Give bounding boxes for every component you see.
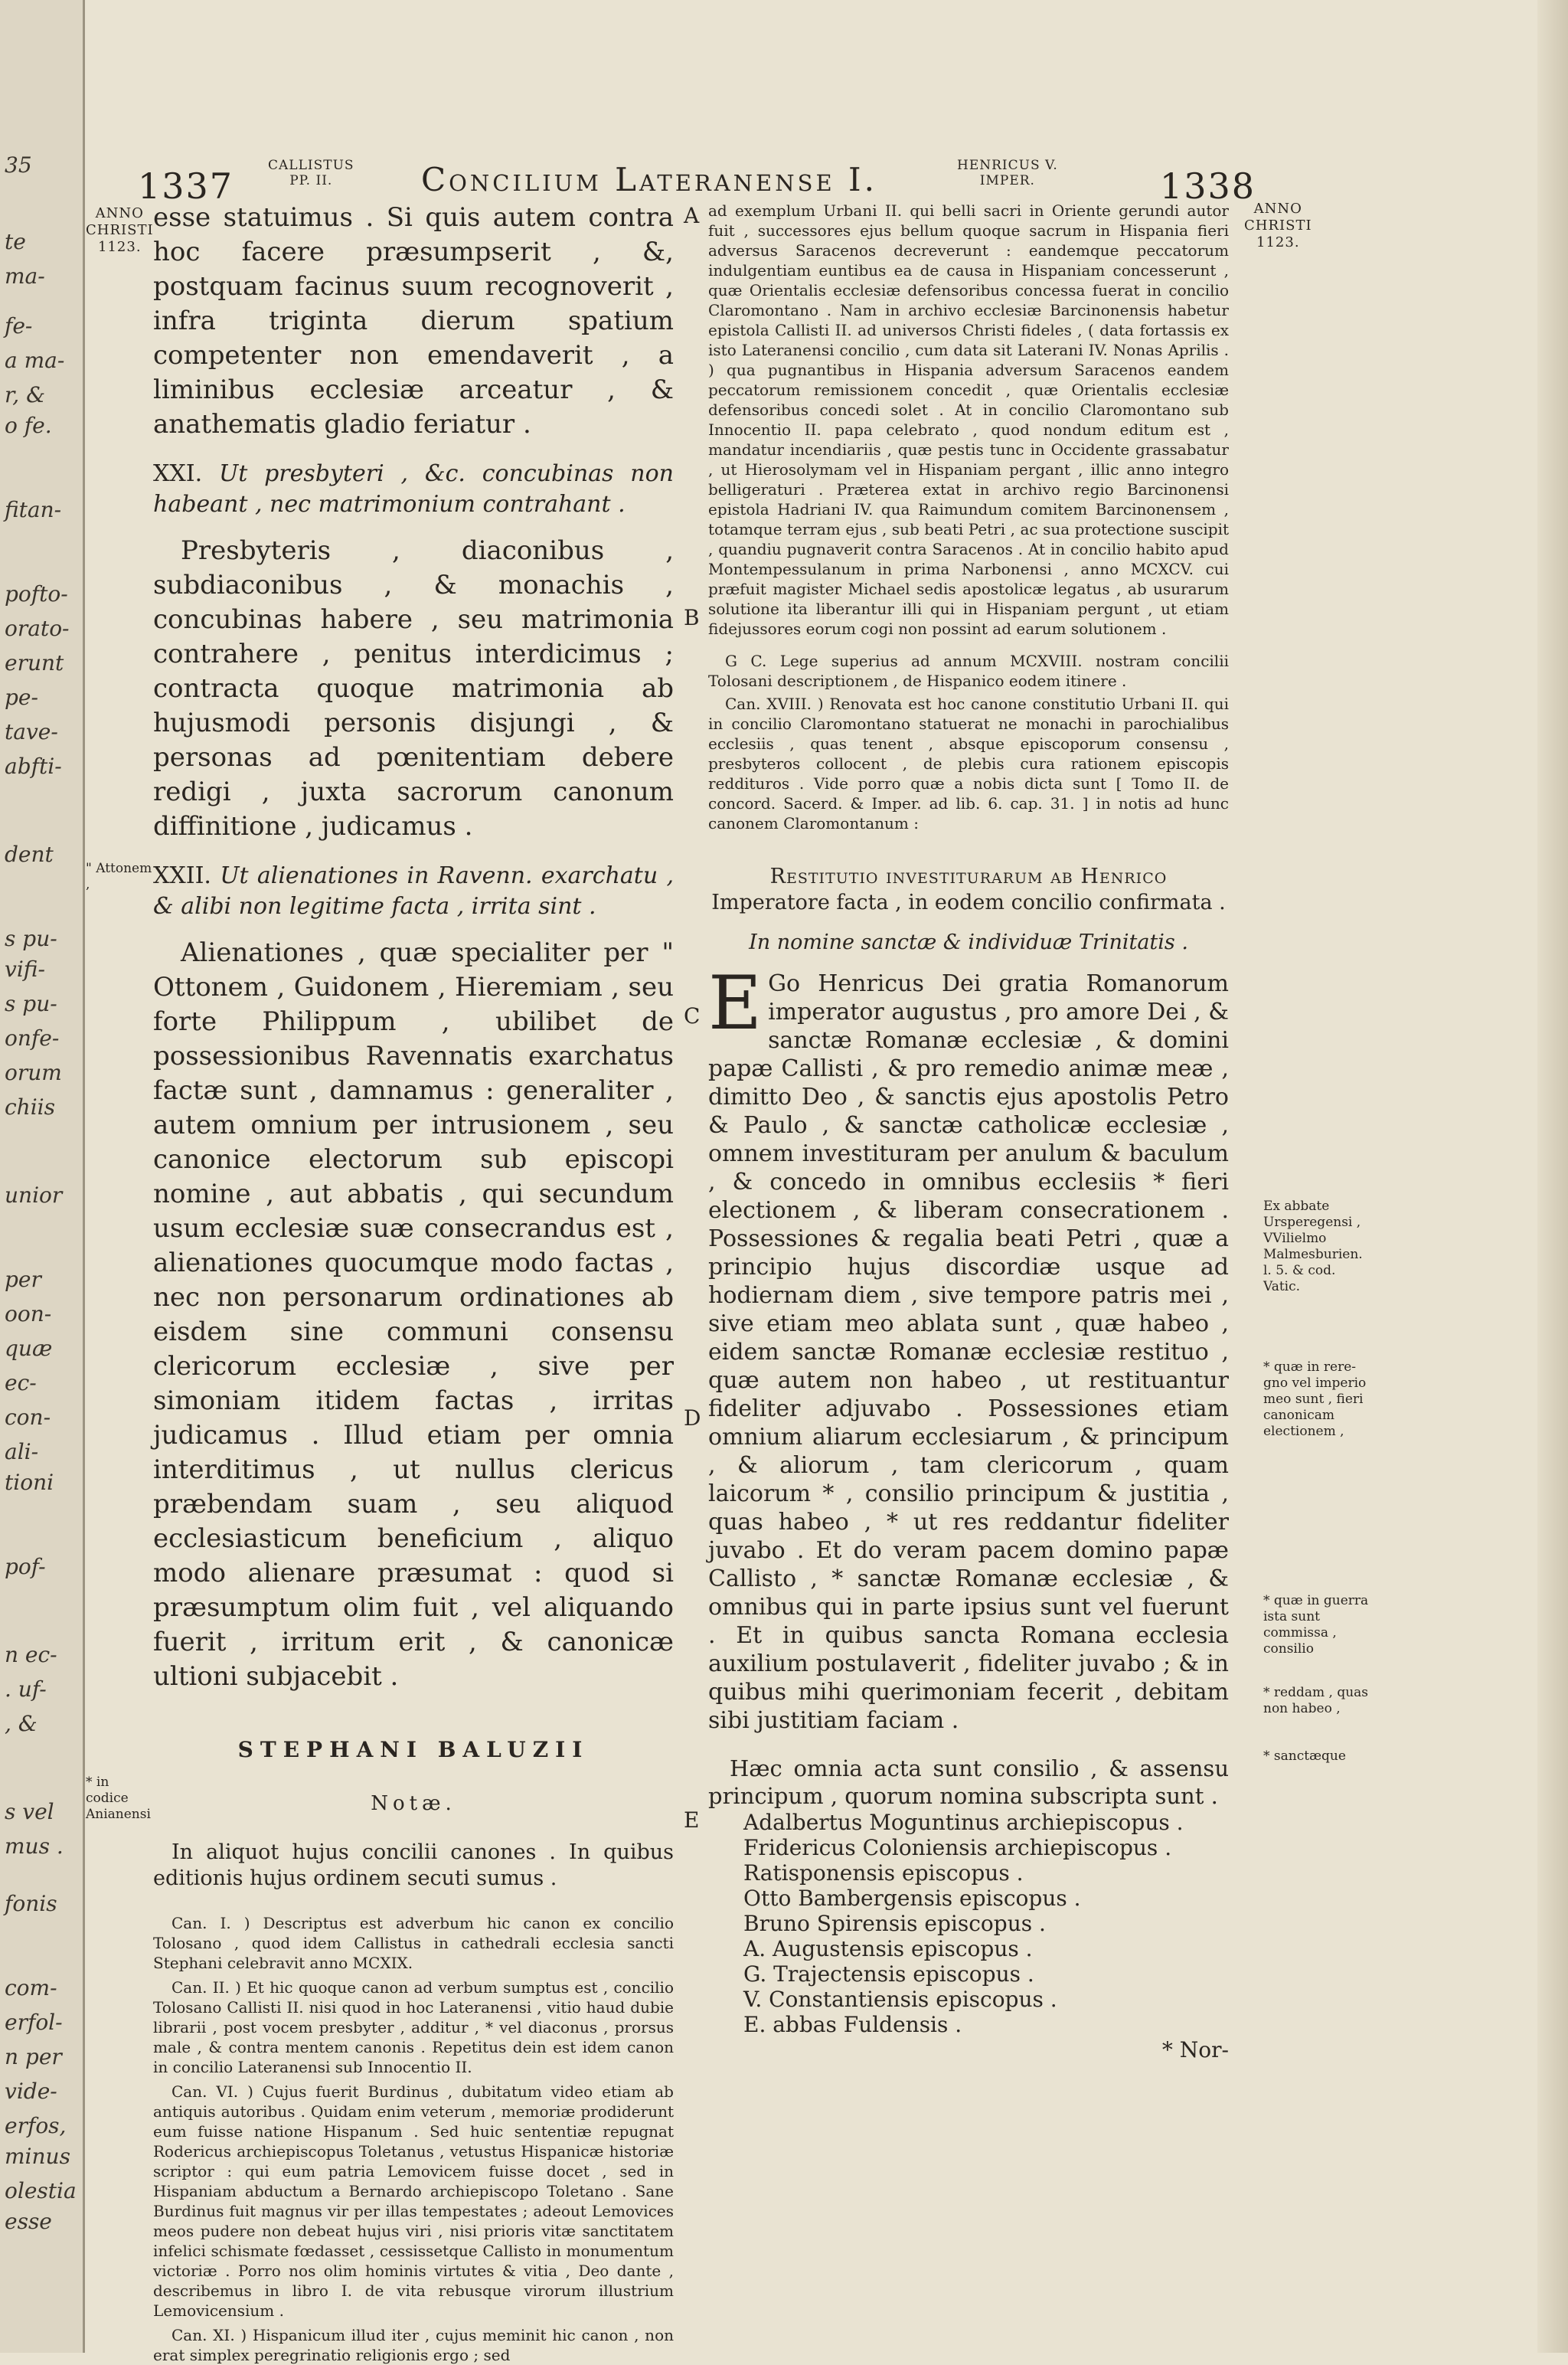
previous-page-fragment: dent [5,842,54,867]
previous-page-fragment: n ec- [5,1642,57,1667]
previous-page-fragment: erunt [5,650,64,675]
page-title: Concilium Lateranense I. [421,161,877,198]
previous-page-fragment: fe- [5,313,33,339]
year-note-left: ANNO CHRISTI 1123. [86,205,154,255]
previous-page-fragment: ec- [5,1370,37,1395]
section-letter-b: B [684,605,700,630]
restitutio-text [708,960,1229,1735]
previous-page-fragment: 35 [5,152,32,178]
previous-page-fragment: fitan- [5,497,62,522]
page-edge-right [1537,0,1568,2353]
canon-22-heading [153,861,674,922]
restitutio-heading-line1: Restitutio investiturarum ab Henrico [769,865,1168,888]
previous-page-fragment: olestia [5,2178,77,2203]
previous-page-fragment: s pu- [5,926,57,951]
section-letter-c: C [684,1003,701,1029]
drop-cap: E [708,960,763,1046]
signatory-line: Adalbertus Moguntinus archiepiscopus . [743,1810,1184,1835]
notes-heading: Notæ. [371,1792,456,1815]
previous-page-fragment: tioni [5,1470,54,1495]
previous-page-fragment: fonis [5,1891,57,1916]
signatory-line: E. abbas Fuldensis . [743,2012,962,2037]
previous-page-fragment: orato- [5,616,70,641]
invocation: In nomine sanctæ & individuæ Trinitatis . [749,931,1188,954]
header-pope: CALLISTUS PP. II. [268,158,354,188]
note-canon-6: Can. VI. ) Cujus fuerit Burdinus , dubitatum video etiam ab antiquis autoribus . Quidam enim veterum , memoriæ prodiderunt eum fuisse natione Hispanum . Sed huic sententiæ repugnat Rodericus archiepiscopus Toletanus , vetustus Hispanicæ historiæ scriptor : qui eum patria Lemovicem fuisse docet , sed in Hispaniam abductum a Bernardo archiepiscopo Toletano . Sane Burdinus fuit magnus vir per illas tempestates ; adeout Lemovices meos pudere non debeat hujus viri , nisi prioris vitæ sanctitatem infelici schismate fœdasset , cessissetque Callisto in monumentum victoriæ . Porro nos olim hominis virtutes & vitia , Deo dante , describemus in libro I. de vita rebusque virorum illustrium Lemovicensium . [153,2082,674,2320]
previous-page-fragment: orum [5,1060,62,1085]
previous-page-fragment: , & [5,1711,38,1736]
previous-page-fragment: vifi- [5,957,45,982]
previous-page-fragment: s pu- [5,991,57,1016]
signatory-line: Otto Bambergensis episcopus . [743,1886,1081,1911]
previous-page-fragment: quæ [5,1336,53,1361]
note-gc: G C. Lege superius ad annum MCXVIII. nostram concilii Tolosani descriptionem , de Hispanico eodem itinere . [708,652,1229,690]
signatory-line: Bruno Spirensis episcopus . [743,1911,1046,1936]
previous-page-fragment: ali- [5,1439,39,1464]
left-column [153,201,674,2365]
notes-author-heading: STEPHANI BALUZII [237,1737,590,1762]
previous-page-fragment: oon- [5,1301,52,1326]
previous-page-fragment: ma- [5,263,45,289]
previous-page-fragment: pof- [5,1554,46,1579]
previous-page-fragment: a ma- [5,348,65,373]
catchword: * Nor- [1161,2037,1229,2062]
canon-21-title: Ut presbyteri , &c. concubinas non habeant , nec matrimonium contrahant . [153,460,674,518]
previous-page-fragment: pe- [5,685,38,710]
page-number-right: 1338 [1159,165,1256,207]
canon-21-text: Presbyteris , diaconibus , subdiaconibus , & monachis , concubinas habere , seu matrimonia contrahere , penitus interdicimus ; contracta quoque matrimonia ab hujusmodi personis disjungi , & personas ad pœnitentiam debere redigi , juxta sacrorum canonum diffinitione , judicamus . [153,535,674,842]
previous-page-fragment: esse [5,2209,52,2234]
restitutio-heading [708,864,1229,916]
previous-page-fragment: erfol- [5,2010,63,2035]
previous-page-fragment: pofto- [5,581,68,607]
year-note-right: ANNO CHRISTI 1123. [1244,201,1312,250]
header-emperor: HENRICUS V. IMPER. [957,158,1058,188]
previous-page-fragment: per [5,1267,41,1292]
note-canon-18: Can. XVIII. ) Renovata est hoc canone constitutio Urbani II. qui in concilio Claromontano statuerat ne monachi in parochialibus ecclesiis , quas tenent , absque episcoporum consensu , presbyteros collocent , de plebis cura rationem episcopis reddituros . Vide porro quæ a nobis dicta sunt [ Tomo II. de concord. Sacerd. & Imper. ad lib. 6. cap. 31. ] in notis ad hunc canonem Claromontanum : [708,695,1229,832]
margin-note-variant-4: * sanctæque [1263,1748,1346,1764]
previous-page-fragment: s vel [5,1799,54,1824]
previous-page-fragment: te [5,229,26,254]
previous-page-fragment: chiis [5,1094,55,1120]
note-continued: ad exemplum Urbani II. qui belli sacri in Oriente gerundi autor fuit , successores ejus bellum quoque sacrum in Hispania fieri adversus Saracenos decreverunt : eandemque peccatorum indulgentiam euntibus ea de causa in Hispaniam concesserunt , quæ Orientalis ecclesiæ defensoribus concessa fuerat in concilio Claromontano . Nam in archivo ecclesiæ Barcinonensis habetur epistola Callisti II. ad universos Christi fideles , ( data fortassis ex isto Lateranensi concilio , cum data sit Laterani IV. Nonas Aprilis . ) qua pugnantibus in Hispania adversum Saracenos eandem peccatorum remissionem concedit , quæ Orientalis ecclesiæ defensoribus concedi solet . At in concilio Claromontano sub Innocentio II. papa celebrato , quod nondum editum est , mandatur incendiariis , quæ pestis tunc in Occidente grassabatur , ut Hierosolymam vel in Hispaniam pergant , illic anno integro belligeraturi . Præterea extat in archivo regio Barcinonensi epistola Hadriani IV. qua Raimundum comitem Barcinonensem , totamque terram ejus , sub beati Petri , ac sua protectione suscipit , quandiu pugnaverit contra Saracenos . At in concilio habito apud Montempessulanum in prima Narbonensi , anno MCXCV. cui præfuit magister Michael sedis apostolicæ legatus , ab usurarum solutione ita liberantur illi qui in Hispaniam pergunt , ut etiam fidejussores eorum cogi non possint ad earum solutionem . [708,201,1229,638]
signatories-intro: Hæc omnia acta sunt consilio , & assensu principum , quorum nomina subscripta sunt . [708,1755,1229,1809]
previous-page-fragment: o fe. [5,413,52,438]
canon-21-heading [153,459,674,520]
previous-page-fragment: minus [5,2144,70,2169]
previous-page-fragment: n per [5,2044,62,2069]
note-canon-11: Can. XI. ) Hispanicum illud iter , cujus meminit hic canon , non erat simplex peregrinatio religionis ergo ; sed [153,2326,674,2364]
previous-page-fragment: mus . [5,1833,64,1859]
canon-22-title: Ut alienationes in Ravenn. exarchatu , & alibi non legitime facta , irrita sint . [153,862,674,920]
signatory-line: G. Trajectensis episcopus . [743,1961,1034,1987]
previous-page-fragment: r, & [5,382,46,407]
note-canon-2: Can. II. ) Et hic quoque canon ad verbum sumptus est , concilio Tolosano Callisti II. nisi quod in hoc Lateranensi , vitio haud dubie librarii , post vocem presbyter , additur , * vel diaconus , prorsus male , & contra mentem canonis . Repetitus dein est idem canon in concilio Lateranensi sub Innocentio II. [153,1978,674,2076]
previous-page-fragment: con- [5,1405,51,1430]
section-letter-a: A [684,203,700,228]
previous-page-fragment: com- [5,1975,57,2000]
canon-22-number: XXII. [153,862,211,889]
margin-note-attonem: " Attonem , [86,861,152,892]
previous-page-fragment: onfe- [5,1025,60,1051]
restitutio-body: Go Henricus Dei gratia Romanorum imperator augustus , pro amore Dei , & sanctæ Romanæ ecclesiæ , & domini papæ Callisti , & pro remedio animæ meæ , dimitto Deo , & sanctis ejus apostolis Petro & Paulo , & sanctæ catholicæ ecclesiæ , omnem investituram per anulum & baculum , & concedo in omnibus ecclesiis * fieri electionem , & liberam consecrationem . Possessiones & regalia beati Petri , quæ a principio hujus discordiæ usque ad hodiernam diem , sive tempore patris mei , sive etiam meo ablata sunt , quæ habeo , eidem sanctæ Romanæ ecclesiæ restituo , quæ autem non habeo , ut restituantur fideliter adjuvabo . Possessiones etiam omnium aliarum ecclesiarum , & principum , & aliorum , tam clericorum , quam laicorum * , consilio principum & justitia , quas habeo , * ut res reddantur fideliter juvabo . Et do veram pacem domino papæ Callisto , * sanctæ Romanæ ecclesiæ , & omnibus qui in parte ipsius sunt vel fuerunt . Et in quibus sancta Romana ecclesia auxilium postulaverit , fideliter juvabo ; & in quibus mihi querimoniam fecerit , debitam sibi justitiam faciam . [708,970,1229,1734]
note-canon-1: Can. I. ) Descriptus est adverbum hic canon ex concilio Tolosano , quod idem Callistus in cathedrali ecclesia sancti Stephani celebravit anno MCXIX. [153,1914,674,1972]
section-letter-d: D [684,1405,701,1431]
signatory-line: A. Augustensis episcopus . [743,1936,1033,1961]
previous-page-fragment: unior [5,1182,63,1208]
margin-note-variant-2: * quæ in guerra ista sunt commissa , consilio [1263,1593,1369,1657]
margin-note-codice: * in codice Anianensi [86,1775,151,1822]
signatory-line: V. Constantiensis episcopus . [743,1987,1057,2012]
page-number-left: 1337 [138,165,234,207]
margin-note-variant-1: * quæ in rere-gno vel imperio meo sunt , fieri canonicam electionem , [1263,1359,1367,1439]
previous-page-fragment: tave- [5,719,58,744]
canon-20-end: esse statuimus . Si quis autem contra hoc facere præsumpserit , &, postquam facinus suum recognoverit , infra triginta dierum spatium competenter non emendaverit , a liminibus ecclesiæ arceatur , & anathematis gladio feriatur . [153,202,674,440]
margin-note-source: Ex abbate Ursperegensi , VVilielmo Malmesburien. l. 5. & cod. Vatic. [1263,1199,1363,1294]
previous-page-edge [0,0,85,2353]
signatory-line: Ratisponensis episcopus . [743,1860,1024,1886]
previous-page-fragment: erfos, [5,2113,67,2138]
right-column [708,201,1229,2060]
notes-intro: In aliquot hujus concilii canones . In quibus editionis hujus ordinem secuti sumus . [153,1840,674,1890]
signatory-line: Fridericus Coloniensis archiepiscopus . [743,1835,1172,1860]
previous-page-fragment: abfti- [5,754,62,779]
margin-note-variant-3: * reddam , quas non habeo , [1263,1685,1369,1716]
canon-22-text: Alienationes , quæ specialiter per " Ottonem , Guidonem , Hieremiam , seu forte Philippum , ubilibet de possessionibus Ravennatis exarchatus factæ sunt , damnamus : generaliter , autem omnium per intrusionem , seu canonice electorum sub episcopi nomine , aut abbatis , qui secundum usum ecclesiæ suæ consecrandus est , alienationes quocumque modo factas , nec non personarum ordinationes ab eisdem sine communi consensu clericorum ecclesiæ , sive per simoniam itidem factas , irritas judicamus . Illud etiam per omnia interditimus , ut nullus clericus præbendam suam , seu aliquod ecclesiasticum beneficium , aliquo modo alienare præsumat : quod si præsumptum olim fuit , vel aliquando fuerit , irritum erit , & canonicæ ultioni subjacebit . [153,937,674,1692]
running-header [138,146,1256,207]
section-letter-e: E [684,1807,700,1833]
restitutio-heading-line2: Imperatore facta , in eodem concilio confirmata . [711,891,1226,914]
previous-page-fragment: . uf- [5,1676,47,1702]
canon-21-number: XXI. [153,460,203,487]
previous-page-fragment: vide- [5,2079,57,2104]
